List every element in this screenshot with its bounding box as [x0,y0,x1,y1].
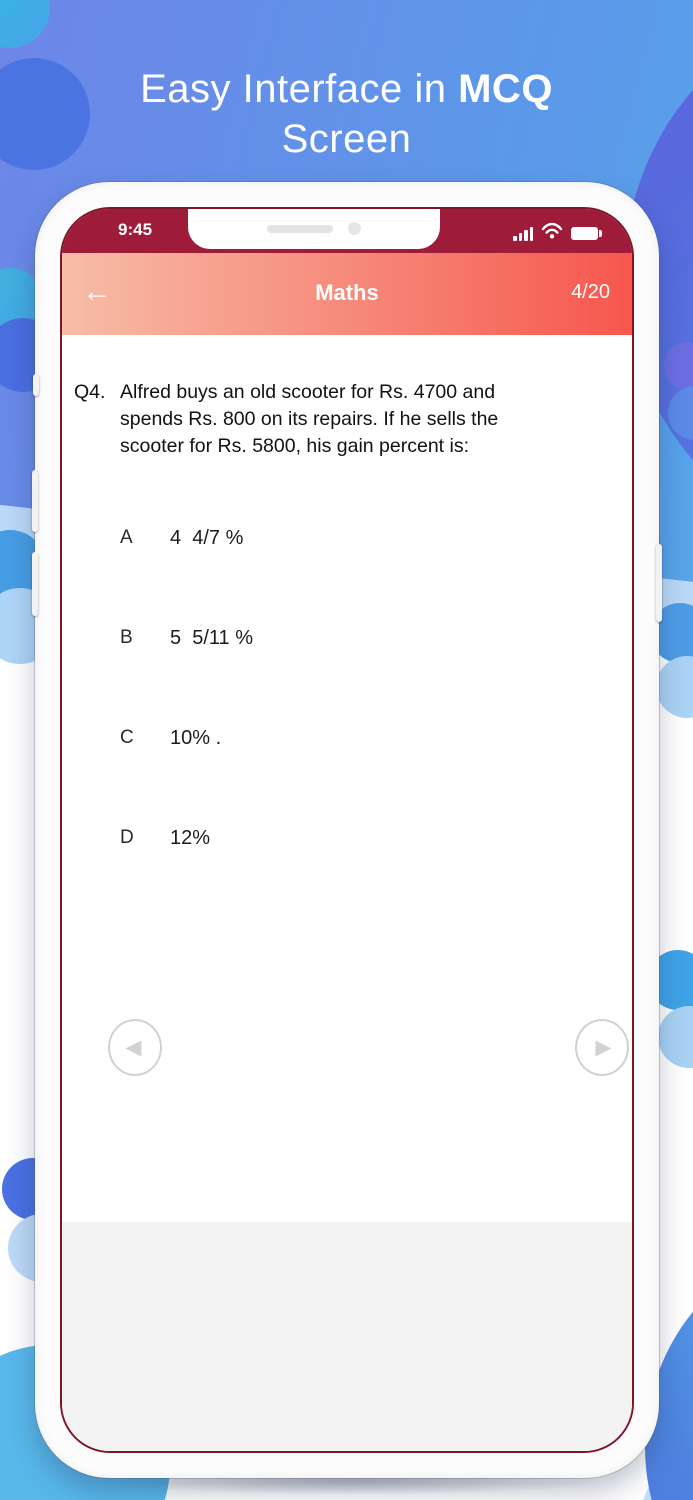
power-button [656,544,662,622]
volume-up-button [32,470,38,532]
back-arrow-icon[interactable]: ← [82,275,112,308]
bottom-gray-panel [62,1222,632,1451]
question-block [74,379,618,460]
hero-title [0,64,693,164]
front-camera [348,222,361,235]
app-header [62,253,632,335]
option-d[interactable] [120,824,632,852]
option-text: 12% [170,826,211,849]
option-text: 4 4/7 % [170,526,244,549]
question-line: scooter for Rs. 5800, his gain percent is: [120,435,470,457]
clock-text: 9:45 [118,220,153,239]
option-letter: B [120,627,133,648]
status-bar [62,209,632,253]
decorative-circle [658,1006,693,1068]
speaker-slot [267,225,333,233]
battery-icon [571,227,598,240]
mute-switch [33,374,39,396]
hero-title-bold: MCQ [458,67,553,111]
option-letter: C [120,727,134,748]
wifi-icon [541,222,563,244]
hero-title-regular: Easy Interface in [140,67,459,111]
option-a[interactable] [120,524,632,552]
option-b[interactable] [120,624,632,652]
option-text: 10% . [170,726,222,749]
question-line: Alfred buys an old scooter for Rs. 4700 and [120,381,496,403]
status-icons [513,222,598,244]
option-letter: A [120,527,133,548]
option-letter: D [120,827,134,848]
phone-notch [188,208,440,249]
next-arrow-icon: ▶ [595,1036,612,1059]
previous-arrow-icon: ◀ [125,1036,142,1059]
page-title: Maths [315,280,379,305]
app-screen [60,207,634,1453]
phone-mockup [35,182,659,1478]
previous-question-button[interactable] [108,1019,162,1076]
hero-title-line2: Screen [281,117,412,161]
next-question-button[interactable] [575,1019,629,1076]
question-number: Q4. [74,381,106,403]
question-line: spends Rs. 800 on its repairs. If he sells the [120,408,499,430]
option-text: 5 5/11 % [170,626,254,649]
decorative-circle [656,656,693,718]
volume-down-button [32,552,38,616]
signal-strength-icon [513,226,533,241]
question-progress-counter: 4/20 [571,281,610,303]
question-text [120,379,498,460]
option-c[interactable] [120,724,632,752]
